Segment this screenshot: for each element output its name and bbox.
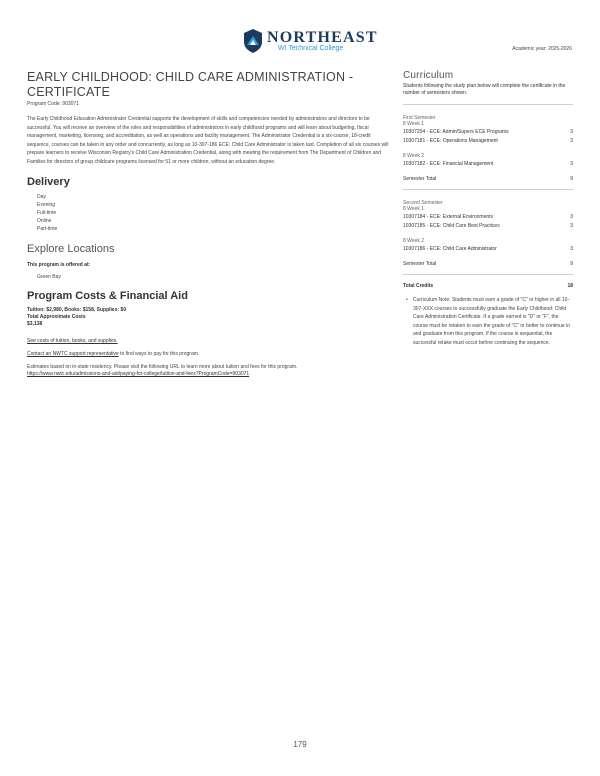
course-credits: 3	[570, 129, 573, 135]
divider	[403, 274, 573, 275]
delivery-item: Evening	[37, 202, 56, 208]
curriculum-intro: Students following the study plan below will complete the certificate in the number of semesters shown.	[403, 83, 566, 96]
semester-total-row	[403, 261, 573, 267]
semester-total-value: 9	[570, 261, 573, 267]
contact-line	[27, 351, 389, 357]
semester-title: First Semester	[403, 115, 436, 121]
curriculum-panel	[403, 70, 573, 347]
total-costs-value: $3,138	[27, 321, 43, 327]
course-credits: 3	[570, 214, 573, 220]
semester-title: Second Semester	[403, 200, 443, 206]
week-label: 8 Week 2	[403, 238, 425, 244]
divider	[403, 104, 573, 105]
tuition-line: Tuition: $2,980, Books: $158, Supplies: $0	[27, 307, 127, 313]
program-title-line-2: CERTIFICATE	[27, 85, 110, 99]
course-name: 10307204 - ECE: Admin/Supers ECE Programs	[403, 129, 509, 135]
divider	[403, 189, 573, 190]
delivery-item: Part-time	[37, 226, 58, 232]
course-row	[403, 161, 573, 168]
course-row	[403, 214, 573, 221]
costs-breakdown-link[interactable]: See costs of tuition, books, and supplies.	[27, 338, 118, 344]
course-name: 10307181 - ECE: Operations Management	[403, 138, 498, 144]
total-credits-row	[403, 283, 573, 289]
course-credits: 3	[570, 246, 573, 252]
delivery-item: Online	[37, 218, 52, 224]
tuition-fees-url-link[interactable]: https://www.nwtc.edu/admissions-and-aid/paying-for-college/tuition-and-fees?ProgramCode=903071	[27, 371, 250, 377]
estimate-note	[27, 364, 389, 378]
delivery-list	[37, 193, 389, 233]
curriculum-note: • Curriculum Note: Students must earn a grade of "C" or higher in all 10-307-XXX courses to successfully graduate the Early Childhood: Child Care Administration Certificate. If a grade earned is "D" or "F", the course must be retaken to earn the grade of "C" or better to continue in and graduate from this program. If the course is sequential, the successful retake must occur before continuing the sequence.	[403, 296, 573, 347]
week-label: 8 Week 1	[403, 206, 425, 212]
locations-heading: Explore Locations	[27, 243, 115, 255]
course-name: 10307184 - ECE: External Environments	[403, 214, 494, 220]
course-name: 10307186 - ECE: Child Care Administrator	[403, 246, 497, 252]
contact-support-link[interactable]: Contact an NWTC support representative	[27, 351, 119, 357]
course-row	[403, 246, 573, 253]
program-description: The Early Childhood Education Administrator Credential supports the development of skills and competencies needed by administrators and directors to be successful. You will receive an overview of the roles and responsibilities of administrators in early childhood programs and will learn about budgeting, fiscal management, marketing, licensing, and accreditation, as well as operations and facility management. The Administrator Credential is a six-course, 18-credit sequence, courses can be taken in any order and concurrently, as long as 10-307-186 ECE: Child Care Administrator is taken last. Completion of all six courses will prepare learners to receive Wisconsin Registry's Child Care Administration Credential, along with meeting the requirement from The Department of Children and Families for directors of group childcare programs licensed for 51 or more children, without an education degree.	[27, 116, 389, 165]
delivery-item: Day	[37, 194, 46, 200]
course-name: 10307182 - ECE: Financial Management	[403, 161, 494, 167]
course-credits: 3	[570, 161, 573, 167]
course-credits: 3	[570, 138, 573, 144]
delivery-item: Full-time	[37, 210, 57, 216]
estimate-text: Estimates based on in-state residency. Please visit the following URL to learn more about tuition and fees for this program.	[27, 364, 298, 370]
course-name: 10307185 - ECE: Child Care Best Practices	[403, 223, 500, 229]
curriculum-heading: Curriculum	[403, 70, 454, 81]
semester-total-value: 9	[570, 176, 573, 182]
semester-second	[403, 200, 573, 267]
logo-subtitle: WI Technical College	[278, 45, 344, 52]
offered-label: This program is offered at:	[27, 262, 91, 268]
total-credits-label: Total Credits	[403, 283, 434, 289]
semester-total-label: Semester Total	[403, 261, 437, 267]
total-credits-value: 18	[567, 283, 573, 289]
shield-logo-icon	[243, 28, 263, 54]
location-item: Green Bay	[37, 274, 61, 280]
semester-total-row	[403, 176, 573, 182]
academic-year: Academic year: 2025-2026	[512, 46, 572, 52]
page-header	[0, 28, 600, 68]
contact-line-text: to find ways to pay for this program.	[118, 351, 200, 357]
program-title-line-1: EARLY CHILDHOOD: CHILD CARE ADMINISTRATION -	[27, 70, 354, 84]
course-row	[403, 138, 573, 145]
program-title	[27, 70, 389, 100]
page-number: 179	[293, 740, 307, 749]
logo-name: NORTHEAST	[267, 29, 378, 46]
course-row	[403, 129, 573, 136]
week-label: 8 Week 1	[403, 121, 425, 127]
program-code: Program Code: 903071	[27, 101, 79, 107]
semester-total-label: Semester Total	[403, 176, 437, 182]
course-row	[403, 223, 573, 230]
semester-first	[403, 115, 573, 182]
delivery-heading: Delivery	[27, 176, 70, 188]
week-label: 8 Week 2	[403, 153, 425, 159]
college-logo	[243, 28, 378, 58]
course-credits: 3	[570, 223, 573, 229]
total-costs-label: Total Approximate Costs	[27, 314, 86, 320]
costs-heading: Program Costs & Financial Aid	[27, 290, 188, 302]
program-overview	[27, 70, 389, 378]
